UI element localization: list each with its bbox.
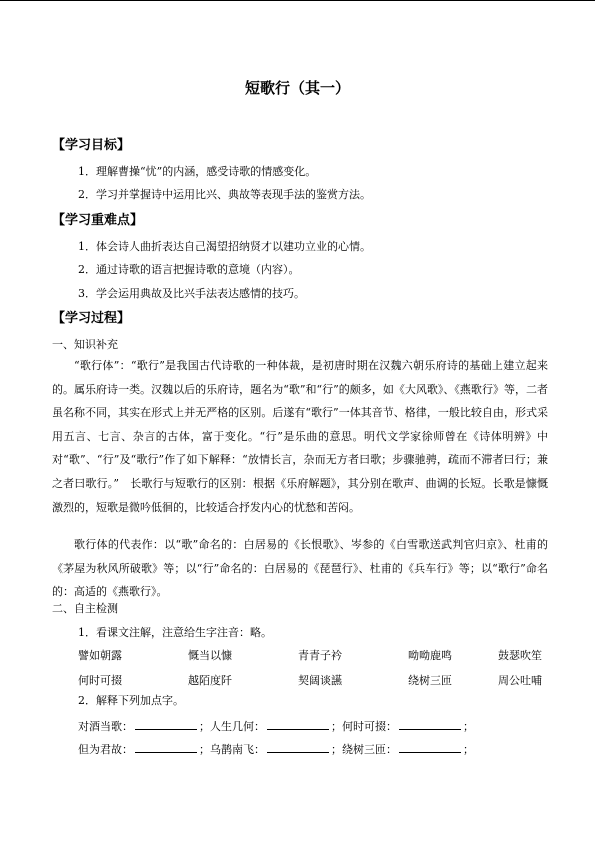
section-heading-goals: 【学习目标】 [52,138,131,153]
vocab-word: 青青子衿 [298,649,342,662]
key-point-item-2: 2．通过诗歌的语言把握诗歌的意境（内容）。 [78,263,300,276]
vocab-word: 契阔谈讌 [298,674,342,687]
blank-label: 但为君故： [78,743,133,756]
vocab-word: 譬如朝露 [78,649,122,662]
key-point-item-1: 1．体会诗人曲折表达自己渴望招纳贤才以建功立业的心情。 [78,240,371,253]
vocab-word: 越陌度阡 [188,674,232,687]
paragraph-representative-works: 歌行体的代表作：以“歌”命名的：白居易的《长恨歌》、岑参的《白雪歌送武判官归京》、杜甫的《茅屋为秋风所破歌》等；以“行”命名的：白居易的《琵琶行》、杜甫的《兵车行》等；以“歌行”命名的：高适的《燕歌行》。 [52,538,548,599]
goal-item-1: 1．理解曹操“忧”的内涵，感受诗歌的情感变化。 [78,165,317,178]
section-heading-process: 【学习过程】 [52,311,131,326]
answer-blank[interactable] [399,742,461,753]
vocab-word: 鼓瑟吹笙 [498,649,542,662]
blank-row-1 [78,718,474,734]
vocab-word: 绕树三匝 [408,674,452,687]
question-1: 1．看课文注解，注意给生字注音：略。 [78,626,272,639]
vocab-word: 慨当以慷 [188,649,232,662]
vocab-word: 周公吐哺 [498,674,542,687]
blank-label: 对酒当歌： [78,720,133,733]
answer-blank[interactable] [135,719,197,730]
question-2: 2．解释下列加点字。 [78,694,184,707]
answer-blank[interactable] [267,742,329,753]
blank-label: ；人生几何： [199,720,265,733]
vocab-grid [78,647,542,688]
goal-item-2: 2．学习并掌握诗中运用比兴、典故等表现手法的鉴赏方法。 [78,188,371,201]
vocab-word: 呦呦鹿鸣 [408,649,452,662]
key-point-item-3: 3．学会运用典故及比兴手法表达感情的技巧。 [78,287,305,300]
answer-blank[interactable] [399,719,461,730]
blank-label: ； [463,720,474,733]
blank-label: ；何时可掇： [331,720,397,733]
vocab-word: 何时可掇 [78,674,122,687]
page-title: 短歌行（其一） [244,79,350,97]
paragraph-genre-intro: “歌行体”：“歌行”是我国古代诗歌的一种体裁，是初唐时期在汉魏六朝乐府诗的基础上建立起来的。属乐府诗一类。汉魏以后的乐府诗，题名为“歌”和“行”的颇多，如《大风歌》、《燕歌行》等，二者虽名称不同，其实在形式上并无严格的区别。后遂有“歌行”一体其音节、格律，一般比较自由，形式采用五言、七言、杂言的古体，富于变化。“行”是乐曲的意思。明代文学家徐师曾在《诗体明辨》中对“歌”、“行”及“歌行”作了如下解释：“放情长言，杂而无方者曰歌；步骤驰骋，疏而不滞者曰行；兼之者曰歌行。” 长歌行与短歌行的区别：根据《乐府解题》，其分别在歌声、曲调的长短。长歌是慷慨激烈的，短歌是微吟低徊的，比较适合抒发内心的忧愁和苦闷。 [52,359,548,514]
blank-label: ； [463,743,474,756]
part2-heading: 二、自主检测 [52,602,118,615]
blank-label: ；乌鹊南飞： [199,743,265,756]
header-rule [0,0,595,1]
answer-blank[interactable] [267,719,329,730]
blank-row-2 [78,741,474,757]
part1-heading: 一、知识补充 [52,338,118,351]
answer-blank[interactable] [135,742,197,753]
section-heading-key-points: 【学习重难点】 [52,213,144,228]
blank-label: ；绕树三匝： [331,743,397,756]
